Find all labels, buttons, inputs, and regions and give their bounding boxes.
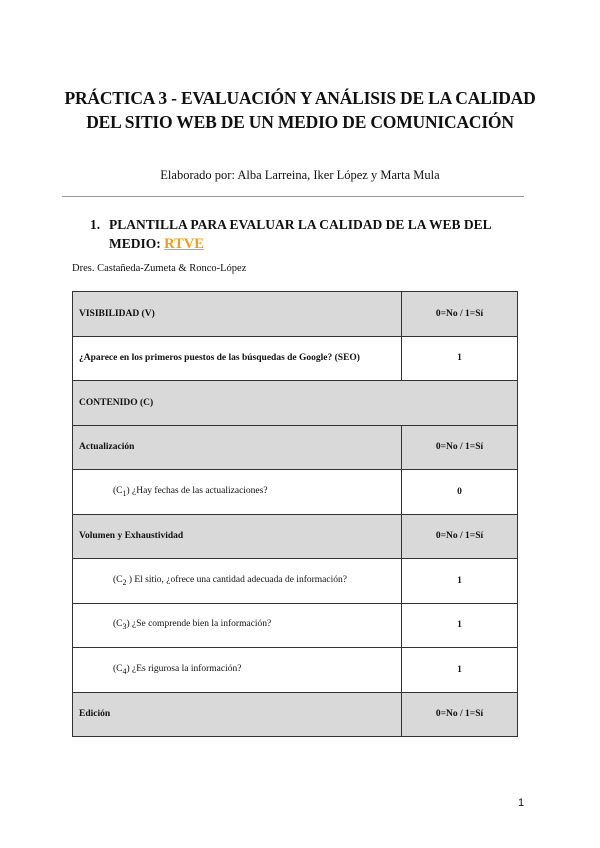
table-row [73,648,518,693]
table-row [73,559,518,604]
row-value: 0=No / 1=Sí [402,425,518,470]
row-label: Volumen y Exhaustividad [73,514,402,559]
row-label: Actualización [73,425,402,470]
table-row [73,336,518,381]
criterion-subscript: 2 [122,577,127,587]
document-title: PRÁCTICA 3 - EVALUACIÓN Y ANÁLISIS DE LA CALIDAD DEL SITIO WEB DE UN MEDIO DE COMUNICACIÓN [64,88,536,132]
criterion-text: ¿Hay fechas de las actualizaciones? [132,485,268,496]
table-row [73,692,518,737]
row-label: $(C_1)$ ¿Hay fechas de las actualizaciones? [73,470,402,515]
row-label: $(C_3)$ ¿Se comprende bien la información? [73,603,402,648]
table-row [73,425,518,470]
criterion-subscript: 1 [122,488,127,498]
row-label: $(C_4)$ ¿Es rigurosa la información? [73,648,402,693]
row-value: 1 [402,603,518,648]
row-value: 0=No / 1=Sí [402,292,518,337]
row-value: 0 [402,470,518,515]
horizontal-rule [62,196,524,197]
criterion-text: ¿Se comprende bien la información? [132,619,272,630]
criterion-text: ¿Es rigurosa la información? [132,663,242,674]
evaluation-table [72,291,518,737]
row-value: 0=No / 1=Sí [402,514,518,559]
table-row [73,603,518,648]
section-label: PLANTILLA PARA EVALUAR LA CALIDAD DE LA WEB DEL MEDIO: [109,217,491,251]
page-number: 1 [518,797,525,809]
table-row [73,381,518,426]
row-label: Edición [73,692,402,737]
section-number: 1. [90,217,101,232]
criterion-subscript: 3 [122,622,127,632]
row-value: 1 [402,336,518,381]
row-label: CONTENIDO (C) [73,381,518,426]
table-row [73,470,518,515]
table-row [73,514,518,559]
author-line: Elaborado por: Alba Larreina, Iker López y Marta Mula [160,168,440,182]
criterion-subscript: 4 [122,666,127,676]
row-label: ¿Aparece en los primeros puestos de las búsquedas de Google? (SEO) [73,336,402,381]
row-value: 1 [402,559,518,604]
table-row [73,292,518,337]
row-value: 1 [402,648,518,693]
section-text [109,215,509,254]
rtve-link[interactable]: RTVE [164,236,204,252]
citation: Dres. Castañeda-Zumeta & Ronco-López [72,263,247,274]
row-label: VISIBILIDAD (V) [73,292,402,337]
row-value: 0=No / 1=Sí [402,692,518,737]
row-label: ($C_2$ ) El sitio, ¿ofrece una cantidad adecuada de información? [73,559,402,604]
criterion-text: ) El sitio, ¿ofrece una cantidad adecuada de información? [128,574,347,585]
